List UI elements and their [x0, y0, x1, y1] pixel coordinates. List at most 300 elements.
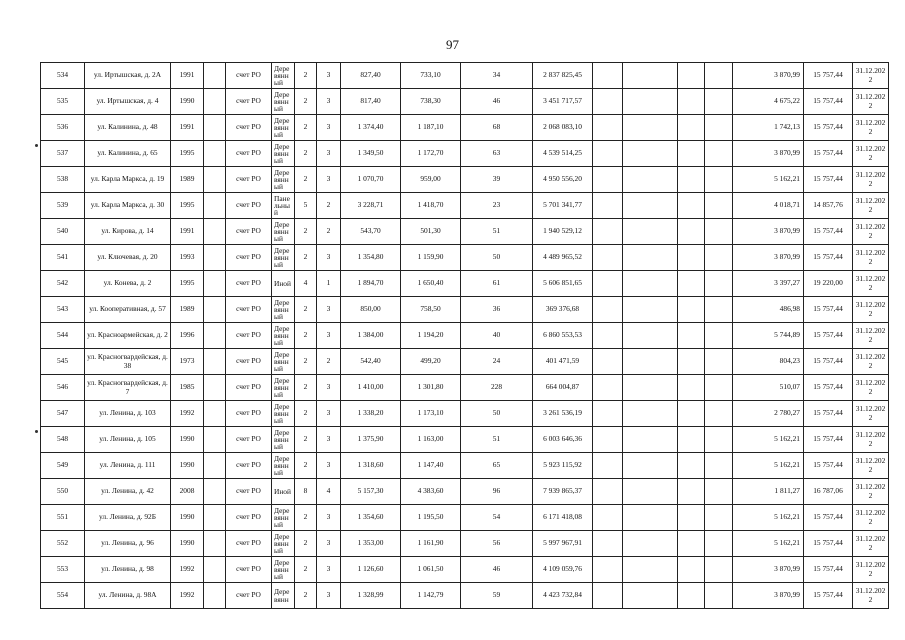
cell-total-area: 827,40: [341, 63, 401, 89]
cell-deadline: 31.12.2022: [853, 427, 889, 453]
cell-empty: [623, 141, 678, 167]
cell-entrances: 4: [317, 479, 341, 505]
cell-floors: 2: [295, 115, 317, 141]
cell-residents: 39: [461, 167, 533, 193]
cell-fund-method: счет РО: [226, 63, 272, 89]
cell-living-area: 1 161,90: [401, 531, 461, 557]
cell-year-built: 1992: [171, 557, 204, 583]
cell-residents: 24: [461, 349, 533, 375]
cell-empty: [204, 349, 226, 375]
table-row: [41, 401, 889, 427]
cell-empty: [593, 453, 623, 479]
cell-row-number: 542: [41, 271, 85, 297]
cell-repair-cost: 6 171 418,08: [533, 505, 593, 531]
cell-total-area: 3 228,71: [341, 193, 401, 219]
cell-deadline: 31.12.2022: [853, 323, 889, 349]
cell-empty: [204, 193, 226, 219]
cell-address: ул. Калинина, д. 65: [85, 141, 171, 167]
cell-empty: [204, 505, 226, 531]
cell-address: ул. Кирова, д. 14: [85, 219, 171, 245]
cell-address: ул. Иртышская, д. 4: [85, 89, 171, 115]
cell-residents: 34: [461, 63, 533, 89]
cell-empty: [204, 245, 226, 271]
cell-empty: [623, 89, 678, 115]
cell-entrances: 3: [317, 401, 341, 427]
cell-empty: [593, 141, 623, 167]
cell-specific-cost: 1 811,27: [733, 479, 804, 505]
cell-total-area: 1 338,20: [341, 401, 401, 427]
cell-living-area: 501,30: [401, 219, 461, 245]
cell-fund-method: счет РО: [226, 115, 272, 141]
cell-max-cost: 15 757,44: [804, 89, 853, 115]
cell-year-built: 1973: [171, 349, 204, 375]
cell-specific-cost: 3 870,99: [733, 245, 804, 271]
cell-entrances: 3: [317, 115, 341, 141]
table-row: [41, 349, 889, 375]
cell-deadline: 31.12.2022: [853, 115, 889, 141]
cell-floors: 2: [295, 375, 317, 401]
cell-repair-cost: 1 940 529,12: [533, 219, 593, 245]
cell-empty: [623, 63, 678, 89]
cell-residents: 63: [461, 141, 533, 167]
cell-address: ул. Красноармейская, д. 2: [85, 323, 171, 349]
cell-year-built: 1990: [171, 531, 204, 557]
cell-total-area: 850,00: [341, 297, 401, 323]
cell-empty: [593, 297, 623, 323]
margin-dot: [35, 144, 38, 147]
cell-repair-cost: 7 939 865,37: [533, 479, 593, 505]
cell-specific-cost: 5 162,21: [733, 531, 804, 557]
cell-residents: 96: [461, 479, 533, 505]
cell-empty: [705, 401, 733, 427]
cell-year-built: 1991: [171, 115, 204, 141]
cell-wall-material: Дере вянн ый: [272, 141, 295, 167]
cell-repair-cost: 2 068 083,10: [533, 115, 593, 141]
cell-deadline: 31.12.2022: [853, 63, 889, 89]
cell-specific-cost: 2 780,27: [733, 401, 804, 427]
cell-max-cost: 15 757,44: [804, 557, 853, 583]
cell-empty: [678, 531, 705, 557]
table-row: [41, 531, 889, 557]
cell-address: ул. Ленина, д. 92Б: [85, 505, 171, 531]
cell-empty: [623, 583, 678, 609]
cell-empty: [204, 89, 226, 115]
cell-empty: [593, 349, 623, 375]
cell-empty: [204, 219, 226, 245]
cell-max-cost: 15 757,44: [804, 453, 853, 479]
cell-living-area: 1 195,50: [401, 505, 461, 531]
cell-deadline: 31.12.2022: [853, 531, 889, 557]
cell-repair-cost: 401 471,59: [533, 349, 593, 375]
cell-wall-material: Дере вянн ый: [272, 115, 295, 141]
cell-specific-cost: 1 742,13: [733, 115, 804, 141]
cell-empty: [204, 453, 226, 479]
cell-row-number: 544: [41, 323, 85, 349]
cell-entrances: 3: [317, 557, 341, 583]
cell-max-cost: 15 757,44: [804, 401, 853, 427]
cell-fund-method: счет РО: [226, 245, 272, 271]
cell-empty: [593, 89, 623, 115]
cell-empty: [204, 323, 226, 349]
cell-entrances: 3: [317, 375, 341, 401]
cell-deadline: 31.12.2022: [853, 583, 889, 609]
cell-fund-method: счет РО: [226, 219, 272, 245]
cell-entrances: 3: [317, 141, 341, 167]
cell-row-number: 537: [41, 141, 85, 167]
cell-year-built: 1992: [171, 401, 204, 427]
cell-deadline: 31.12.2022: [853, 375, 889, 401]
cell-floors: 2: [295, 323, 317, 349]
cell-empty: [204, 531, 226, 557]
cell-row-number: 548: [41, 427, 85, 453]
cell-empty: [623, 505, 678, 531]
table-row: [41, 427, 889, 453]
cell-empty: [705, 63, 733, 89]
cell-empty: [204, 167, 226, 193]
cell-floors: 2: [295, 219, 317, 245]
cell-empty: [678, 401, 705, 427]
cell-empty: [678, 583, 705, 609]
cell-living-area: 1 418,70: [401, 193, 461, 219]
cell-year-built: 1990: [171, 453, 204, 479]
cell-empty: [593, 167, 623, 193]
cell-living-area: 758,50: [401, 297, 461, 323]
cell-empty: [678, 453, 705, 479]
cell-wall-material: Дере вянн ый: [272, 89, 295, 115]
cell-living-area: 499,20: [401, 349, 461, 375]
cell-year-built: 1996: [171, 323, 204, 349]
cell-specific-cost: 3 870,99: [733, 557, 804, 583]
cell-empty: [623, 401, 678, 427]
cell-floors: 4: [295, 271, 317, 297]
cell-specific-cost: 3 870,99: [733, 583, 804, 609]
cell-empty: [678, 219, 705, 245]
cell-empty: [623, 557, 678, 583]
cell-residents: 51: [461, 427, 533, 453]
cell-empty: [593, 583, 623, 609]
cell-total-area: 1 374,40: [341, 115, 401, 141]
cell-fund-method: счет РО: [226, 401, 272, 427]
cell-empty: [705, 479, 733, 505]
cell-address: ул. Калинина, д. 48: [85, 115, 171, 141]
cell-max-cost: 15 757,44: [804, 349, 853, 375]
cell-wall-material: Дере вянн ый: [272, 167, 295, 193]
cell-residents: 61: [461, 271, 533, 297]
table-row: [41, 557, 889, 583]
cell-living-area: 733,10: [401, 63, 461, 89]
cell-year-built: 1995: [171, 193, 204, 219]
cell-entrances: 3: [317, 583, 341, 609]
cell-empty: [705, 375, 733, 401]
cell-specific-cost: 804,23: [733, 349, 804, 375]
cell-residents: 59: [461, 583, 533, 609]
cell-empty: [678, 63, 705, 89]
page-number: 97: [446, 37, 459, 52]
cell-residents: 50: [461, 245, 533, 271]
cell-residents: 36: [461, 297, 533, 323]
cell-empty: [705, 583, 733, 609]
table-row: [41, 167, 889, 193]
table-row: [41, 115, 889, 141]
cell-deadline: 31.12.2022: [853, 349, 889, 375]
cell-max-cost: 19 220,00: [804, 271, 853, 297]
cell-empty: [678, 245, 705, 271]
cell-empty: [705, 453, 733, 479]
cell-max-cost: 15 757,44: [804, 583, 853, 609]
cell-empty: [678, 427, 705, 453]
cell-fund-method: счет РО: [226, 453, 272, 479]
cell-empty: [623, 375, 678, 401]
cell-row-number: 550: [41, 479, 85, 505]
cell-entrances: 3: [317, 63, 341, 89]
cell-empty: [678, 323, 705, 349]
cell-specific-cost: 5 162,21: [733, 505, 804, 531]
cell-living-area: 1 187,10: [401, 115, 461, 141]
cell-floors: 2: [295, 531, 317, 557]
cell-row-number: 534: [41, 63, 85, 89]
cell-deadline: 31.12.2022: [853, 193, 889, 219]
cell-empty: [623, 323, 678, 349]
cell-empty: [678, 167, 705, 193]
cell-entrances: 3: [317, 167, 341, 193]
cell-entrances: 2: [317, 219, 341, 245]
cell-specific-cost: 3 870,99: [733, 63, 804, 89]
cell-floors: 2: [295, 453, 317, 479]
cell-living-area: 4 383,60: [401, 479, 461, 505]
cell-max-cost: 14 857,76: [804, 193, 853, 219]
cell-max-cost: 15 757,44: [804, 323, 853, 349]
cell-empty: [204, 557, 226, 583]
cell-residents: 228: [461, 375, 533, 401]
cell-floors: 2: [295, 167, 317, 193]
cell-total-area: 817,40: [341, 89, 401, 115]
cell-year-built: 1995: [171, 141, 204, 167]
table-row: [41, 453, 889, 479]
cell-year-built: 1991: [171, 63, 204, 89]
cell-empty: [204, 375, 226, 401]
cell-empty: [705, 271, 733, 297]
cell-empty: [705, 167, 733, 193]
cell-empty: [705, 531, 733, 557]
cell-fund-method: счет РО: [226, 505, 272, 531]
cell-wall-material: Дере вянн ый: [272, 245, 295, 271]
cell-empty: [678, 557, 705, 583]
cell-max-cost: 15 757,44: [804, 531, 853, 557]
cell-fund-method: счет РО: [226, 297, 272, 323]
cell-wall-material: Дере вянн ый: [272, 297, 295, 323]
table-row: [41, 375, 889, 401]
cell-living-area: 738,30: [401, 89, 461, 115]
cell-wall-material: Дере вянн ый: [272, 557, 295, 583]
cell-deadline: 31.12.2022: [853, 141, 889, 167]
cell-living-area: 1 301,80: [401, 375, 461, 401]
cell-floors: 2: [295, 349, 317, 375]
cell-row-number: 553: [41, 557, 85, 583]
cell-floors: 2: [295, 583, 317, 609]
cell-entrances: 3: [317, 427, 341, 453]
cell-fund-method: счет РО: [226, 479, 272, 505]
cell-max-cost: 15 757,44: [804, 297, 853, 323]
cell-entrances: 1: [317, 271, 341, 297]
cell-repair-cost: 3 261 536,19: [533, 401, 593, 427]
cell-residents: 51: [461, 219, 533, 245]
table-body: [41, 63, 889, 609]
cell-row-number: 539: [41, 193, 85, 219]
cell-wall-material: Дере вянн ый: [272, 427, 295, 453]
cell-repair-cost: 664 004,87: [533, 375, 593, 401]
cell-entrances: 3: [317, 245, 341, 271]
cell-empty: [705, 427, 733, 453]
cell-empty: [593, 193, 623, 219]
cell-empty: [204, 63, 226, 89]
cell-address: ул. Ленина, д. 42: [85, 479, 171, 505]
cell-specific-cost: 510,07: [733, 375, 804, 401]
cell-repair-cost: 3 451 717,57: [533, 89, 593, 115]
cell-address: ул. Ленина, д. 105: [85, 427, 171, 453]
cell-wall-material: Дере вянн ый: [272, 453, 295, 479]
cell-total-area: 1 328,99: [341, 583, 401, 609]
cell-empty: [623, 245, 678, 271]
cell-empty: [593, 323, 623, 349]
cell-floors: 2: [295, 63, 317, 89]
cell-address: ул. Ленина, д. 111: [85, 453, 171, 479]
table-row: [41, 63, 889, 89]
cell-specific-cost: 486,98: [733, 297, 804, 323]
cell-empty: [593, 271, 623, 297]
cell-empty: [623, 349, 678, 375]
cell-empty: [204, 427, 226, 453]
cell-total-area: 1 354,80: [341, 245, 401, 271]
cell-deadline: 31.12.2022: [853, 89, 889, 115]
cell-max-cost: 15 757,44: [804, 427, 853, 453]
cell-deadline: 31.12.2022: [853, 401, 889, 427]
cell-residents: 56: [461, 531, 533, 557]
cell-wall-material: Дере вянн ый: [272, 219, 295, 245]
cell-fund-method: счет РО: [226, 427, 272, 453]
cell-empty: [204, 583, 226, 609]
cell-empty: [678, 193, 705, 219]
cell-living-area: 1 061,50: [401, 557, 461, 583]
cell-empty: [705, 245, 733, 271]
cell-deadline: 31.12.2022: [853, 505, 889, 531]
cell-empty: [705, 323, 733, 349]
cell-wall-material: Дере вянн ый: [272, 349, 295, 375]
cell-entrances: 2: [317, 349, 341, 375]
cell-residents: 65: [461, 453, 533, 479]
table-row: [41, 219, 889, 245]
cell-living-area: 1 159,90: [401, 245, 461, 271]
cell-specific-cost: 5 162,21: [733, 453, 804, 479]
cell-wall-material: Дере вянн ый: [272, 323, 295, 349]
cell-year-built: 1995: [171, 271, 204, 297]
cell-floors: 2: [295, 427, 317, 453]
cell-deadline: 31.12.2022: [853, 219, 889, 245]
cell-empty: [678, 297, 705, 323]
cell-empty: [623, 193, 678, 219]
cell-living-area: 1 163,00: [401, 427, 461, 453]
cell-repair-cost: 369 376,68: [533, 297, 593, 323]
cell-living-area: 1 650,40: [401, 271, 461, 297]
cell-year-built: 1990: [171, 427, 204, 453]
cell-address: ул. Иртышская, д. 2А: [85, 63, 171, 89]
cell-wall-material: Иной: [272, 271, 295, 297]
cell-year-built: 1990: [171, 89, 204, 115]
cell-fund-method: счет РО: [226, 271, 272, 297]
cell-specific-cost: 5 744,89: [733, 323, 804, 349]
cell-total-area: 1 349,50: [341, 141, 401, 167]
cell-repair-cost: 4 489 965,52: [533, 245, 593, 271]
cell-fund-method: счет РО: [226, 583, 272, 609]
table-row: [41, 89, 889, 115]
cell-residents: 23: [461, 193, 533, 219]
cell-empty: [593, 245, 623, 271]
cell-empty: [204, 115, 226, 141]
cell-row-number: 538: [41, 167, 85, 193]
cell-empty: [705, 89, 733, 115]
cell-fund-method: счет РО: [226, 375, 272, 401]
cell-floors: 2: [295, 297, 317, 323]
cell-row-number: 549: [41, 453, 85, 479]
cell-specific-cost: 5 162,21: [733, 167, 804, 193]
cell-address: ул. Красногвардейская, д. 38: [85, 349, 171, 375]
cell-row-number: 545: [41, 349, 85, 375]
cell-row-number: 554: [41, 583, 85, 609]
cell-address: ул. Красногвардейская, д. 7: [85, 375, 171, 401]
cell-wall-material: Иной: [272, 479, 295, 505]
table-row: [41, 245, 889, 271]
cell-fund-method: счет РО: [226, 141, 272, 167]
cell-address: ул. Кооперативная, д. 57: [85, 297, 171, 323]
cell-floors: 2: [295, 401, 317, 427]
cell-total-area: 1 318,60: [341, 453, 401, 479]
cell-deadline: 31.12.2022: [853, 167, 889, 193]
table-row: [41, 193, 889, 219]
cell-entrances: 3: [317, 505, 341, 531]
cell-fund-method: счет РО: [226, 557, 272, 583]
cell-specific-cost: 3 397,27: [733, 271, 804, 297]
cell-address: ул. Ленина, д. 96: [85, 531, 171, 557]
cell-floors: 2: [295, 505, 317, 531]
cell-fund-method: счет РО: [226, 323, 272, 349]
cell-row-number: 541: [41, 245, 85, 271]
cell-empty: [204, 141, 226, 167]
cell-deadline: 31.12.2022: [853, 297, 889, 323]
cell-row-number: 546: [41, 375, 85, 401]
cell-living-area: 1 147,40: [401, 453, 461, 479]
cell-row-number: 535: [41, 89, 85, 115]
cell-wall-material: Дере вянн ый: [272, 505, 295, 531]
cell-empty: [705, 141, 733, 167]
cell-fund-method: счет РО: [226, 193, 272, 219]
cell-empty: [623, 453, 678, 479]
cell-empty: [593, 557, 623, 583]
cell-empty: [593, 401, 623, 427]
cell-empty: [705, 219, 733, 245]
cell-empty: [678, 115, 705, 141]
cell-max-cost: 15 757,44: [804, 245, 853, 271]
cell-row-number: 551: [41, 505, 85, 531]
cell-empty: [593, 219, 623, 245]
table-row: [41, 297, 889, 323]
cell-empty: [623, 271, 678, 297]
cell-empty: [593, 479, 623, 505]
cell-empty: [593, 375, 623, 401]
cell-address: ул. Ленина, д. 98: [85, 557, 171, 583]
cell-address: ул. Карла Маркса, д. 30: [85, 193, 171, 219]
cell-residents: 40: [461, 323, 533, 349]
cell-empty: [593, 63, 623, 89]
cell-empty: [705, 193, 733, 219]
